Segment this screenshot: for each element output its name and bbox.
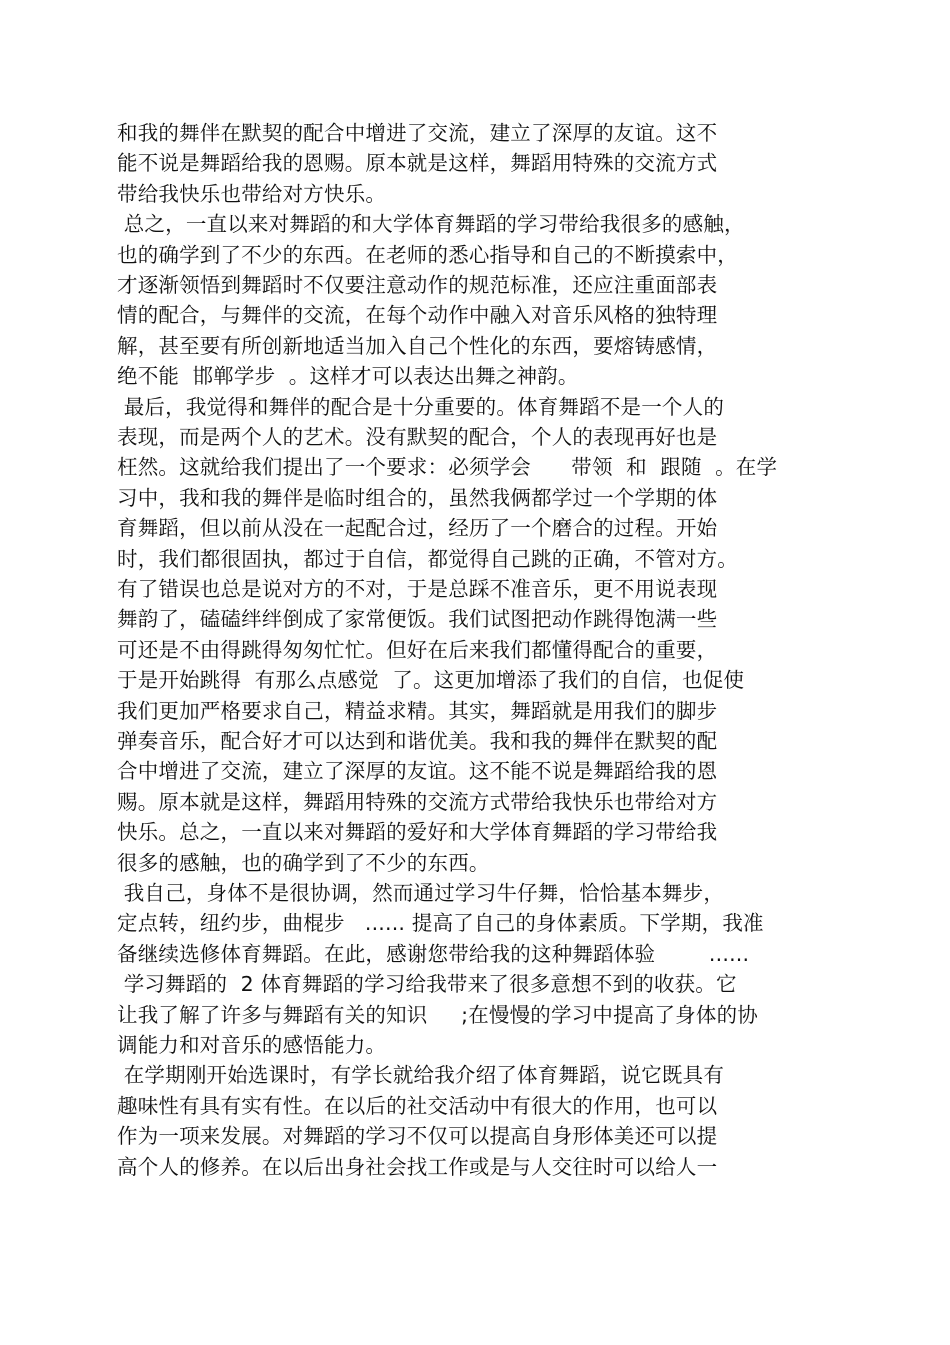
text-line: 于是开始跳得 有那么点感觉 了。这更加增添了我们的自信，也促使 (117, 668, 745, 692)
text-line: 弹奏音乐，配合好才可以达到和谐优美。我和我的舞伴在默契的配 (117, 729, 718, 753)
text-line: 高个人的修养。在以后出身社会找工作或是与人交往时可以给人一 (117, 1155, 718, 1179)
text-line: 习中，我和我的舞伴是临时组合的，虽然我俩都学过一个学期的体 (117, 486, 718, 510)
text-line: 趣味性有具有实有性。在以后的社交活动中有很大的作用，也可以 (117, 1094, 718, 1118)
text-line: 我们更加严格要求自己，精益求精。其实，舞蹈就是用我们的脚步 (117, 699, 718, 723)
text-line: 和我的舞伴在默契的配合中增进了交流，建立了深厚的友谊。这不 (117, 121, 718, 145)
text-line: 枉然。这就给我们提出了一个要求：必须学会 带领 和 跟随 。在学 (117, 455, 778, 479)
text-line: 才逐渐领悟到舞蹈时不仅要注意动作的规范标准，还应注重面部表 (117, 273, 718, 297)
text-line: 解，甚至要有所创新地适当加入自己个性化的东西，要熔铸感情， (117, 334, 718, 358)
text-line: 绝不能 邯郸学步 。这样才可以表达出舞之神韵。 (117, 364, 579, 388)
text-line: 让我了解了许多与舞蹈有关的知识 ;在慢慢的学习中提高了身体的协 (117, 1003, 758, 1027)
text-line: 赐。原本就是这样，舞蹈用特殊的交流方式带给我快乐也带给对方 (117, 790, 718, 814)
text-line: 育舞蹈，但以前从没在一起配合过，经历了一个磨合的过程。开始 (117, 516, 718, 540)
text-line: 表现，而是两个人的艺术。没有默契的配合，个人的表现再好也是 (117, 425, 718, 449)
text-line: 带给我快乐也带给对方快乐。 (117, 182, 387, 206)
text-line: 在学期刚开始选课时，有学长就给我介绍了体育舞蹈，说它既具有 (117, 1063, 725, 1087)
text-line: 合中增进了交流，建立了深厚的友谊。这不能不说是舞蹈给我的恩 (117, 759, 718, 783)
text-line: 总之，一直以来对舞蹈的和大学体育舞蹈的学习带给我很多的感触， (117, 212, 745, 236)
text-line: 能不说是舞蹈给我的恩赐。原本就是这样，舞蹈用特殊的交流方式 (117, 151, 718, 175)
text-line: 时，我们都很固执，都过于自信，都觉得自己跳的正确，不管对方。 (117, 547, 738, 571)
text-line: 我自己，身体不是很协调，然而通过学习牛仔舞，恰恰基本舞步， (117, 881, 725, 905)
text-line: 很多的感触，也的确学到了不少的东西。 (117, 851, 490, 875)
text-line: 最后，我觉得和舞伴的配合是十分重要的。体育舞蹈不是一个人的 (117, 395, 725, 419)
text-line: 调能力和对音乐的感悟能力。 (117, 1033, 387, 1057)
text-line: 情的配合，与舞伴的交流，在每个动作中融入对音乐风格的独特理 (117, 303, 718, 327)
text-line: 快乐。总之，一直以来对舞蹈的爱好和大学体育舞蹈的学习带给我 (117, 820, 718, 844)
text-line: 作为一项来发展。对舞蹈的学习不仅可以提高自身形体美还可以提 (117, 1124, 718, 1148)
text-line: 有了错误也总是说对方的不对，于是总踩不准音乐，更不用说表现 (117, 577, 718, 601)
text-line: 备继续选修体育舞蹈。在此，感谢您带给我的这种舞蹈体验 ...... (117, 942, 750, 966)
text-line: 定点转，纽约步，曲棍步 ...... 提高了自己的身体素质。下学期，我准 (117, 911, 764, 935)
text-line: 可还是不由得跳得匆匆忙忙。但好在后来我们都懂得配合的重要， (117, 638, 718, 662)
text-line: 也的确学到了不少的东西。在老师的悉心指导和自己的不断摸索中， (117, 243, 738, 267)
text-line: 舞韵了，磕磕绊绊倒成了家常便饭。我们试图把动作跳得饱满一些 (117, 607, 718, 631)
text-line: 学习舞蹈的 2 体育舞蹈的学习给我带来了很多意想不到的收获。它 (117, 972, 737, 996)
